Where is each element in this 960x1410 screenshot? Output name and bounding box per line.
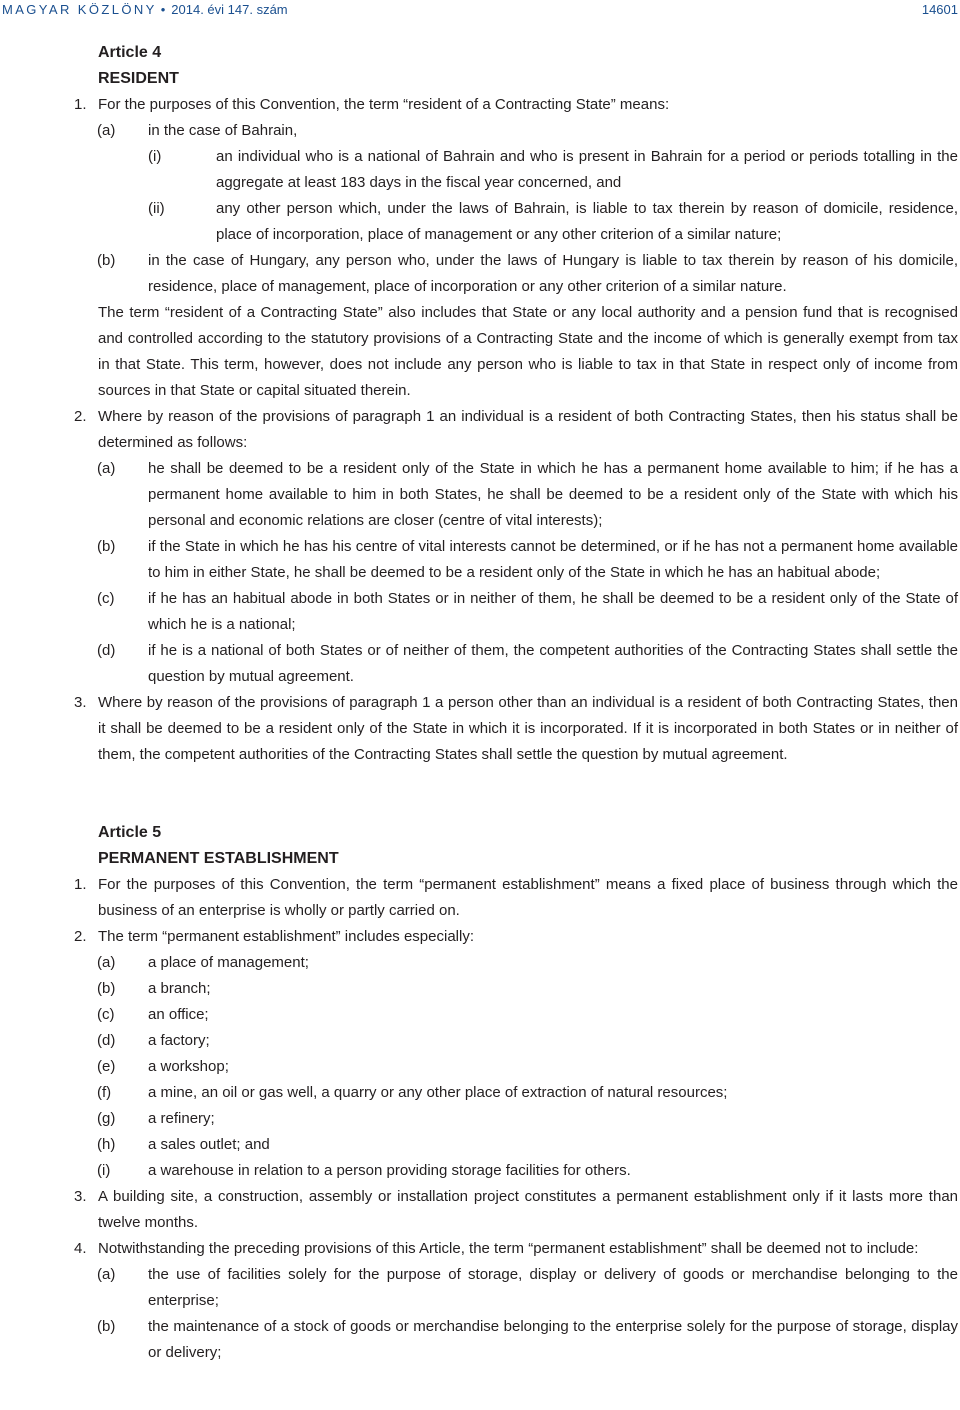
item-text: any other person which, under the laws of Bahrain, is liable to tax therein by reason of domicile, residence, place of incorporation, place of management or any other criterion of a similar nature; (216, 200, 958, 243)
item-label: (b) (97, 538, 116, 555)
article-4-title: RESIDENT (98, 70, 179, 87)
item-label: (c) (97, 1006, 115, 1023)
item-label: (g) (97, 1110, 116, 1127)
page-number: 14601 (921, 2, 958, 17)
article-5-paragraph-1 (0, 872, 960, 924)
article-4-number: Article 4 (98, 44, 162, 61)
article-5-title: PERMANENT ESTABLISHMENT (98, 850, 339, 867)
item-label: (a) (97, 1266, 116, 1283)
list-item (0, 456, 960, 534)
header-publication (2, 2, 288, 17)
item-label: (c) (97, 590, 115, 607)
paragraph-text: Where by reason of the provisions of paragraph 1 an individual is a resident of both Contracting States, then his status shall be determined as follows: (98, 408, 958, 451)
item-label: (i) (148, 148, 162, 165)
item-text: if he is a national of both States or of neither of them, the competent authorities of the Contracting States shall settle the question by mutual agreement. (148, 642, 958, 685)
paragraph-number: 2. (74, 928, 87, 945)
item-text: a refinery; (148, 1110, 215, 1127)
article-4-paragraph-3 (0, 690, 960, 768)
list-item (0, 118, 960, 144)
item-label: (a) (97, 460, 116, 477)
journal-name: MAGYAR KÖZLÖNY (2, 2, 157, 17)
item-label: (a) (97, 122, 116, 139)
item-text: a workshop; (148, 1058, 229, 1075)
list-item (0, 976, 960, 1002)
item-text: in the case of Hungary, any person who, under the laws of Hungary is liable to tax therein by reason of his domicile, residence, place of management, place of incorporation or any other criterion of a similar nature. (148, 252, 958, 295)
list-item (0, 1132, 960, 1158)
item-text: an office; (148, 1006, 209, 1023)
paragraph-continuation: The term “resident of a Contracting State” also includes that State or any local authority and a pension fund that is recognised and controlled according to the statutory provisions of a Contracting State and the income of which is generally exempt from tax in that State. This term, however, does not include any person who is liable to tax in that State in respect only of income from sources in that State or capital situated therein. (98, 304, 958, 399)
list-item (0, 1054, 960, 1080)
item-text: a branch; (148, 980, 211, 997)
list-item (0, 1028, 960, 1054)
item-label: (h) (97, 1136, 116, 1153)
article-4-paragraph-2 (0, 404, 960, 456)
list-item (0, 1002, 960, 1028)
paragraph-number: 1. (74, 96, 87, 113)
item-label: (d) (97, 1032, 116, 1049)
item-text: an individual who is a national of Bahrain and who is present in Bahrain for a period or periods totalling in the aggregate at least 183 days in the fiscal year concerned, and (216, 148, 958, 191)
paragraph-text: The term “permanent establishment” includes especially: (98, 928, 475, 945)
item-label: (b) (97, 252, 116, 269)
document-body (0, 40, 960, 1366)
item-label: (f) (97, 1084, 112, 1101)
article-5-paragraph-2 (0, 924, 960, 950)
item-label: (b) (97, 1318, 116, 1335)
list-item (0, 1262, 960, 1314)
article-4-paragraph-1 (0, 92, 960, 118)
header-bullet: • (160, 2, 166, 17)
page-header (0, 0, 960, 22)
item-text: if the State in which he has his centre of vital interests cannot be determined, or if he has not a permanent home available to him in either State, he shall be deemed to be a resident only of the State in which he has an habitual abode; (148, 538, 958, 581)
item-label: (d) (97, 642, 116, 659)
item-text: a warehouse in relation to a person providing storage facilities for others. (148, 1162, 631, 1179)
article-5-paragraph-4 (0, 1236, 960, 1262)
sub-list-item (0, 144, 960, 196)
article-5-number: Article 5 (98, 824, 162, 841)
list-item (0, 638, 960, 690)
item-label: (i) (97, 1162, 111, 1179)
item-text: in the case of Bahrain, (148, 122, 298, 139)
paragraph-text: For the purposes of this Convention, the term “permanent establishment” means a fixed place of business through which the business of an enterprise is wholly or partly carried on. (98, 876, 958, 919)
item-text: a place of management; (148, 954, 309, 971)
issue-label: 2014. évi 147. szám (171, 2, 288, 17)
paragraph-number: 3. (74, 694, 87, 711)
paragraph-text: A building site, a construction, assembly or installation project constitutes a permanent establishment only if it lasts more than twelve months. (98, 1188, 958, 1231)
paragraph-number: 1. (74, 876, 87, 893)
list-item (0, 248, 960, 300)
paragraph-text: Notwithstanding the preceding provisions of this Article, the term “permanent establishment” shall be deemed not to include: (98, 1240, 919, 1257)
item-label: (e) (97, 1058, 116, 1075)
item-text: the maintenance of a stock of goods or merchandise belonging to the enterprise solely for the purpose of storage, display or delivery; (148, 1318, 958, 1361)
list-item (0, 1106, 960, 1132)
item-text: the use of facilities solely for the purpose of storage, display or delivery of goods or merchandise belonging to the enterprise; (148, 1266, 958, 1309)
paragraph-number: 4. (74, 1240, 87, 1257)
sub-list-item (0, 196, 960, 248)
item-label: (ii) (148, 200, 165, 217)
item-label: (a) (97, 954, 116, 971)
paragraph-text: Where by reason of the provisions of paragraph 1 a person other than an individual is a resident of both Contracting States, then it shall be deemed to be a resident only of the State in which it is incorporated. If it is incorporated in both States or in neither of them, the competent authorities of the Contracting States shall settle the question by mutual agreement. (98, 694, 958, 763)
item-label: (b) (97, 980, 116, 997)
list-item (0, 950, 960, 976)
paragraph-number: 3. (74, 1188, 87, 1205)
section-spacer (0, 794, 960, 820)
list-item (0, 586, 960, 638)
paragraph-text: For the purposes of this Convention, the term “resident of a Contracting State” means: (98, 96, 670, 113)
list-item (0, 534, 960, 586)
item-text: a factory; (148, 1032, 210, 1049)
section-spacer (0, 768, 960, 794)
article-5-paragraph-3 (0, 1184, 960, 1236)
paragraph-number: 2. (74, 408, 87, 425)
item-text: a mine, an oil or gas well, a quarry or any other place of extraction of natural resources; (148, 1084, 728, 1101)
item-text: a sales outlet; and (148, 1136, 270, 1153)
list-item (0, 1080, 960, 1106)
item-text: he shall be deemed to be a resident only of the State in which he has a permanent home available to him; if he has a permanent home available to him in both States, he shall be deemed to be a resident only of the State with which his personal and economic relations are closer (centre of vital interests); (148, 460, 958, 529)
item-text: if he has an habitual abode in both States or in neither of them, he shall be deemed to be a resident only of the State of which he is a national; (148, 590, 958, 633)
list-item (0, 1158, 960, 1184)
list-item (0, 1314, 960, 1366)
